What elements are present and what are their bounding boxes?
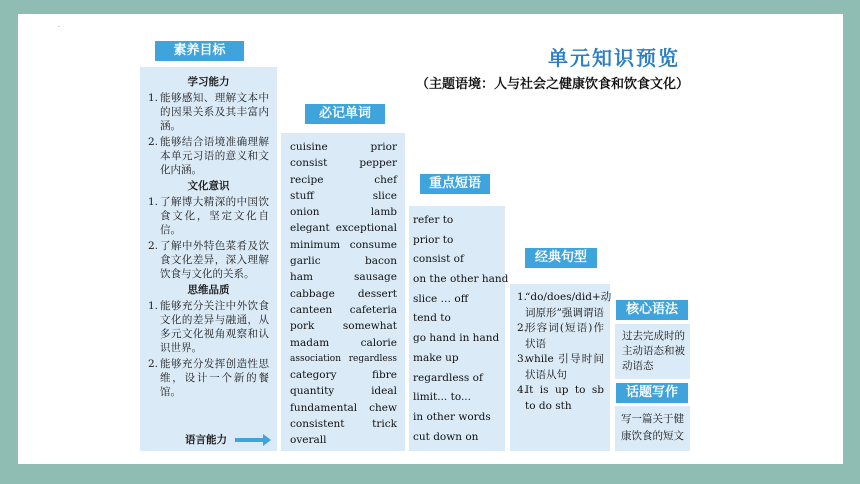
phrases-panel [409, 206, 509, 451]
learning-ability-title: 学习能力 [187, 76, 230, 88]
list-item: 1. 能够充分关注中外饮食文化的差异与融通，从多元文化视角观察和认识世界。 [148, 300, 269, 354]
list-item: 2. 能够充分发挥创造性思维，设计一个新的餐馆。 [148, 358, 269, 398]
tag-key-phrases: 重点短语 [420, 174, 490, 194]
word-row: quantity ideal [290, 385, 397, 398]
phrase-item: regardless of [413, 371, 483, 384]
words-panel [281, 133, 405, 451]
thinking-quality-title: 思维品质 [187, 284, 230, 296]
list-item: 2. 了解中外特色菜肴及饮食文化差异，深入理解饮食与文化的关系。 [148, 240, 269, 280]
word-row: cabbage dessert [290, 287, 397, 300]
phrase-item: tend to [413, 312, 451, 325]
phrase-item: slice … off [413, 292, 469, 305]
arrow-right-icon [235, 438, 265, 442]
phrase-item: go hand in hand [413, 332, 500, 345]
list-item: 2. 形容词(短语)作状语 [517, 322, 604, 350]
phrase-item: prior to [413, 233, 454, 246]
tag-classic-sentences: 经典句型 [525, 248, 597, 268]
phrase-item: refer to [413, 214, 454, 226]
grammar-text: 过去完成时的主动语态和被动语态 [622, 330, 685, 372]
word-row: garlic bacon [290, 255, 397, 268]
tag-topic-writing: 话题写作 [616, 383, 688, 403]
list-item: 3. while 引导时间状语从句 [517, 353, 604, 381]
word-row: association regardless [290, 353, 397, 364]
language-ability-link[interactable] [185, 433, 265, 447]
language-ability-label: 语言能力 [185, 434, 227, 446]
word-row: stuff slice [290, 189, 397, 202]
phrase-item: cut down on [413, 430, 479, 443]
word-row: consistent trick [290, 418, 397, 431]
phrase-item: limit... to... [413, 391, 471, 404]
list-item: 2. 能够结合语境准确理解本单元习语的意义和文化内涵。 [148, 136, 269, 176]
grammar-panel [615, 324, 690, 379]
word-row: overall [290, 434, 327, 447]
word-row: canteen cafeteria [290, 303, 397, 316]
word-row: fundamental chew [290, 401, 397, 414]
writing-text: 写一篇关于健康饮食的短文 [621, 413, 684, 442]
tag-core-grammar: 核心语法 [616, 300, 688, 320]
list-item: 1. 了解博大精深的中国饮食文化，坚定文化自信。 [148, 196, 269, 236]
list-item: 1. “do/does/did+动词原形”强调谓语 [517, 291, 612, 319]
word-row: minimum consume [290, 238, 397, 251]
list-item: 4. It is up to sb to do sth [517, 384, 604, 412]
phrase-item: on the other hand [413, 273, 509, 286]
writing-panel [615, 406, 690, 451]
page-title: 单元知识预览 [548, 46, 680, 70]
phrase-item: consist of [413, 253, 464, 266]
slide [18, 14, 843, 464]
word-row: elegant exceptional [290, 222, 397, 235]
word-row: pork somewhat [290, 320, 397, 333]
word-row: category fibre [290, 369, 397, 382]
literacy-goals-panel [140, 67, 277, 451]
word-row: cuisine prior [290, 141, 397, 153]
list-item: 1. 能够感知、理解文本中的因果关系及其丰富内涵。 [148, 92, 269, 132]
word-row: consist pepper [290, 157, 397, 170]
cultural-awareness-title: 文化意识 [187, 180, 230, 192]
tag-literacy-goals: 素养目标 [155, 41, 244, 61]
page-subtitle: （主题语境：人与社会之健康饮食和饮食文化） [416, 77, 690, 92]
sentences-panel [510, 284, 610, 451]
word-row: recipe chef [290, 173, 397, 186]
tag-must-remember-words: 必记单词 [305, 104, 385, 124]
word-row: ham sausage [290, 271, 397, 284]
phrase-item: make up [413, 351, 459, 364]
page-dot: . [58, 22, 60, 29]
word-row: madam calorie [290, 336, 397, 349]
phrase-item: in other words [413, 410, 491, 423]
word-row: onion lamb [290, 206, 397, 219]
